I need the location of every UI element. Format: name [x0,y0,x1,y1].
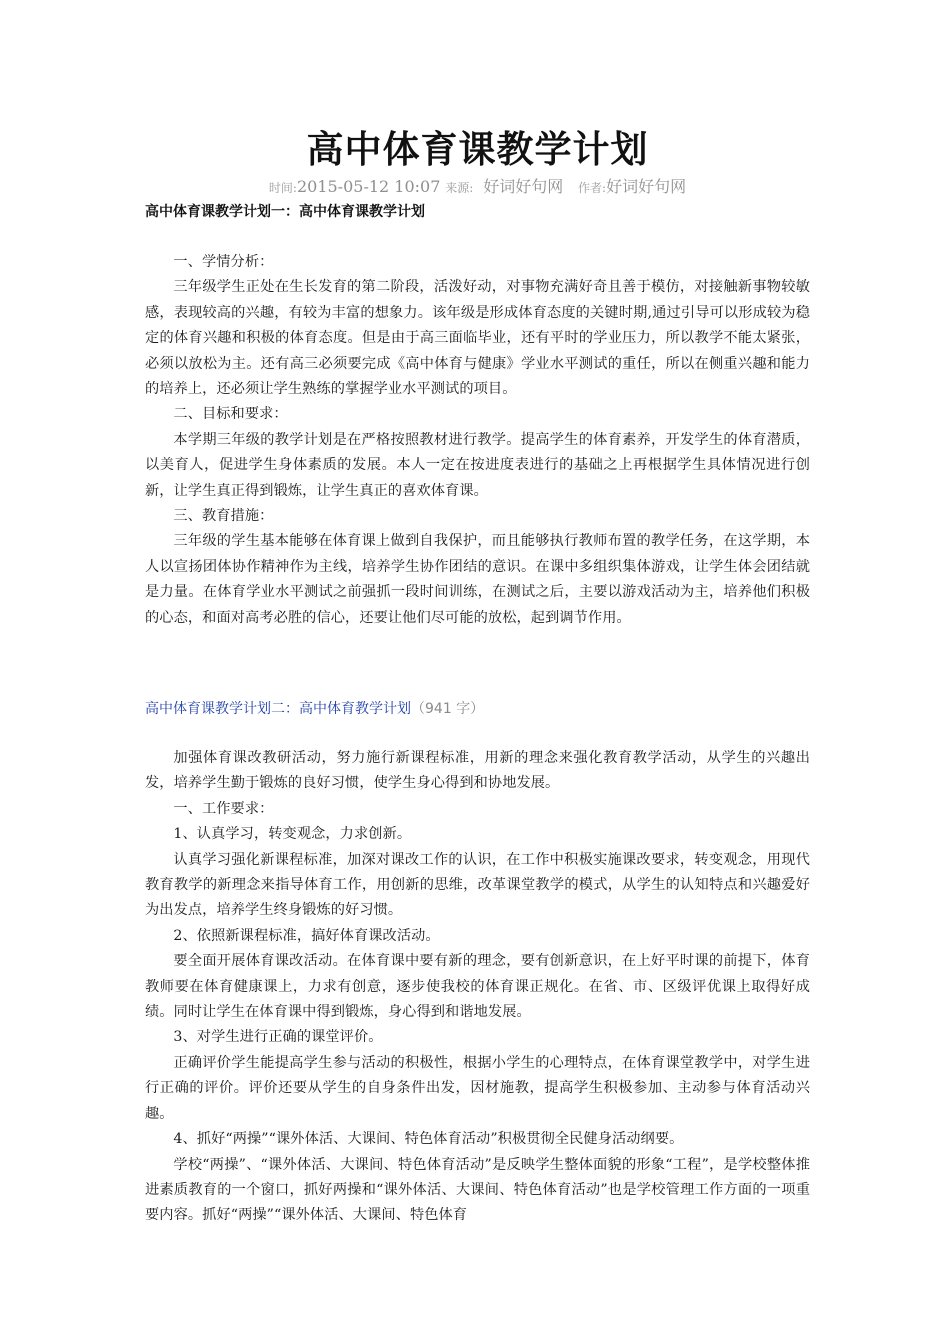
source-label: 来源: [445,181,474,195]
word-count: （941 字） [411,701,485,717]
paragraph: 本学期三年级的教学计划是在严格按照教材进行教学。提高学生的体育素养，开发学生的体育潜质，以美育人，促进学生身体素质的发展。本人一定在按进度表进行的基础之上再根据学生具体情况进行创新，让学生真正得到锻炼，让学生真正的喜欢体育课。 [145,431,810,499]
author-value: 好词好句网 [606,177,687,196]
author-label: 作者: [578,181,607,195]
paragraph: 三年级的学生基本能够在体育课上做到自我保护，而且能够执行教师布置的教学任务，在这学期，本人以宣扬团体协作精神作为主线，培养学生协作团结的意识。在课中多组织集体游戏，让学生体会团结就是力量。在体育学业水平测试之前强抓一段时间训练，在测试之后，主要以游戏活动为主，培养他们积极的心态，和面对高考必胜的信心，还要让他们尽可能的放松，起到调节作用。 [145,533,810,626]
time-value: 2015-05-12 10:07 [296,177,441,196]
part2-topic-link[interactable]: 高中体育教学计划 [299,701,411,717]
paragraph: 3、对学生进行正确的课堂评价。 [173,1029,383,1046]
paragraph: 三、教育措施： [173,508,274,525]
paragraph: 一、工作要求： [173,800,274,817]
part2-heading [145,697,484,721]
part1-body [145,250,810,631]
paragraph: 4、抓好“两操”“课外体活、大课间、特色体育活动”积极贯彻全民健身活动纲要。 [173,1131,684,1148]
paragraph: 要全面开展体育课改活动。在体育课中要有新的理念，要有创新意识，在上好平时课的前提下，体育教师要在体育健康课上，力求有创意，逐步使我校的体育课正规化。在省、市、区级评优课上取得好成绩。同时让学生在体育课中得到锻炼，身心得到和谐地发展。 [145,953,810,1021]
part1-heading: 高中体育课教学计划一：高中体育课教学计划 [145,204,425,220]
time-label: 时间: [268,181,297,195]
paragraph: 1、认真学习，转变观念，力求创新。 [173,826,412,843]
source-value: 好词好句网 [483,177,564,196]
part2-title-link[interactable]: 高中体育课教学计划二： [145,701,299,717]
paragraph: 正确评价学生能提高学生参与活动的积极性，根据小学生的心理特点，在体育课堂教学中，对学生进行正确的评价。评价还要从学生的自身条件出发，因材施教，提高学生积极参加、主动参与体育活动兴趣。 [145,1054,810,1122]
part2-body [145,746,810,1229]
paragraph: 学校“两操”、“课外体活、大课间、特色体育活动”是反映学生整体面貌的形象“工程”，是学校整体推进素质教育的一个窗口，抓好两操和“课外体活、大课间、特色体育活动”也是学校管理工作方面的一项重要内容。抓好“两操”“课外体活、大课间、特色体育 [145,1156,810,1224]
paragraph: 加强体育课改教研活动，努力施行新课程标准，用新的理念来强化教育教学活动，从学生的兴趣出发，培养学生勤于锻炼的良好习惯，使学生身心得到和协地发展。 [145,750,810,792]
paragraph: 三年级学生正处在生长发育的第二阶段，活泼好动，对事物充满好奇且善于模仿，对接触新事物较敏感，表现较高的兴趣，有较为丰富的想象力。该年级是形成体育态度的关键时期,通过引导可以形成较为稳定的体育兴趣和积极的体育态度。但是由于高三面临毕业，还有平时的学业压力，所以教学不能太紧张，必须以放松为主。还有高三必须要完成《高中体育与健康》学业水平测试的重任，所以在侧重兴趣和能力的培养上，还必须让学生熟练的掌握学业水平测试的项目。 [145,279,810,398]
paragraph: 2、依照新课程标准，搞好体育课改活动。 [173,927,440,944]
page-title: 高中体育课教学计划 [306,128,649,171]
paragraph: 认真学习强化新课程标准，加深对课改工作的认识，在工作中积极实施课改要求，转变观念，用现代教育教学的新理念来指导体育工作，用创新的思维，改革课堂教学的模式，从学生的认知特点和兴趣爱好为出发点，培养学生终身锻炼的好习惯。 [145,851,810,919]
paragraph: 一、学情分析： [173,254,274,270]
article-meta [145,176,810,199]
paragraph: 二、目标和要求： [173,406,288,423]
